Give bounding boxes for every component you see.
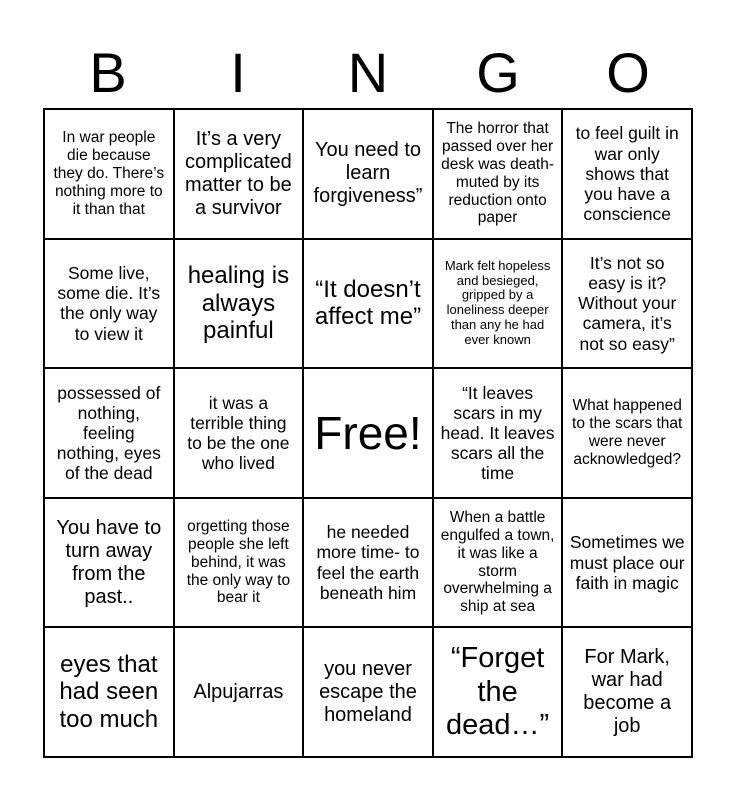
cell-text: In war people die because they do. There’s nothing more to it than that [53, 129, 165, 218]
bingo-cell-r1c2[interactable] [174, 109, 304, 239]
cell-text: “Forget the dead…” [446, 642, 550, 741]
cell-text: You need to learn forgiveness” [313, 139, 423, 208]
cell-text: “It doesn’t affect me” [314, 275, 422, 331]
bingo-cell-r1c4[interactable] [433, 109, 563, 239]
bingo-cell-r4c1[interactable] [44, 498, 174, 628]
bingo-cell-r3c1[interactable] [44, 368, 174, 498]
cell-text: “It leaves scars in my head. It leaves scars all the time [440, 382, 555, 484]
bingo-cell-r5c5[interactable] [562, 627, 692, 757]
bingo-cell-r2c3[interactable] [303, 239, 433, 369]
cell-text: It’s a very complicated matter to be a survivor [185, 127, 292, 219]
bingo-cell-r5c2[interactable] [174, 627, 304, 757]
bingo-cell-r1c1[interactable] [44, 109, 174, 239]
cell-text: Alpujarras [193, 680, 284, 703]
cell-text: to feel guilt in war only shows that you have a conscience [575, 123, 679, 224]
cell-text: It’s not so easy is it? Without your camera, it’s not so easy” [578, 253, 677, 354]
free-space-label: Free! [314, 406, 422, 459]
bingo-cell-r4c3[interactable] [303, 498, 433, 628]
header-letter-i: I [230, 41, 246, 104]
bingo-cell-r4c5[interactable] [562, 498, 692, 628]
cell-text: it was a terrible thing to be the one who lived [187, 392, 290, 474]
header-letter-n: N [347, 41, 389, 104]
header-letter-b: B [89, 41, 127, 104]
bingo-cell-r3c4[interactable] [433, 368, 563, 498]
bingo-cell-r2c2[interactable] [174, 239, 304, 369]
header-letter-o: O [606, 41, 650, 104]
cell-text: The horror that passed over her desk was death-muted by its reduction onto paper [441, 120, 555, 227]
cell-text: For Mark, war had become a job [583, 646, 672, 738]
bingo-header [43, 38, 693, 108]
bingo-card [43, 108, 693, 758]
cell-text: you never escape the homeland [319, 657, 417, 726]
cell-text: orgetting those people she left behind, it was the only way to bear it [186, 518, 291, 607]
cell-text: Sometimes we must place our faith in magic [569, 532, 685, 593]
bingo-cell-r3c5[interactable] [562, 368, 692, 498]
bingo-cell-r4c4[interactable] [433, 498, 563, 628]
cell-text: You have to turn away from the past.. [56, 516, 162, 608]
bingo-cell-free[interactable] [303, 368, 433, 498]
cell-text: eyes that had seen too much [59, 650, 159, 733]
bingo-cell-r2c5[interactable] [562, 239, 692, 369]
bingo-cell-r5c1[interactable] [44, 627, 174, 757]
bingo-cell-r2c1[interactable] [44, 239, 174, 369]
bingo-cell-r5c4[interactable] [433, 627, 563, 757]
cell-text: he needed more time- to feel the earth beneath him [316, 522, 420, 603]
cell-text: Some live, some die. It’s the only way to view it [57, 263, 161, 344]
cell-text: healing is always painful [187, 262, 290, 345]
cell-text: Mark felt hopeless and besieged, gripped by a loneliness deeper than any he had ever known [444, 257, 551, 348]
bingo-cell-r2c4[interactable] [433, 239, 563, 369]
bingo-cell-r3c2[interactable] [174, 368, 304, 498]
bingo-cell-r5c3[interactable] [303, 627, 433, 757]
cell-text: When a battle engulfed a town, it was like a storm overwhelming a ship at sea [440, 509, 555, 616]
cell-text: possessed of nothing, feeling nothing, eyes of the dead [56, 382, 161, 484]
bingo-cell-r4c2[interactable] [174, 498, 304, 628]
header-letter-g: G [476, 41, 520, 104]
bingo-cell-r1c5[interactable] [562, 109, 692, 239]
bingo-cell-r1c3[interactable] [303, 109, 433, 239]
cell-text: What happened to the scars that were never acknowledged? [572, 397, 683, 468]
